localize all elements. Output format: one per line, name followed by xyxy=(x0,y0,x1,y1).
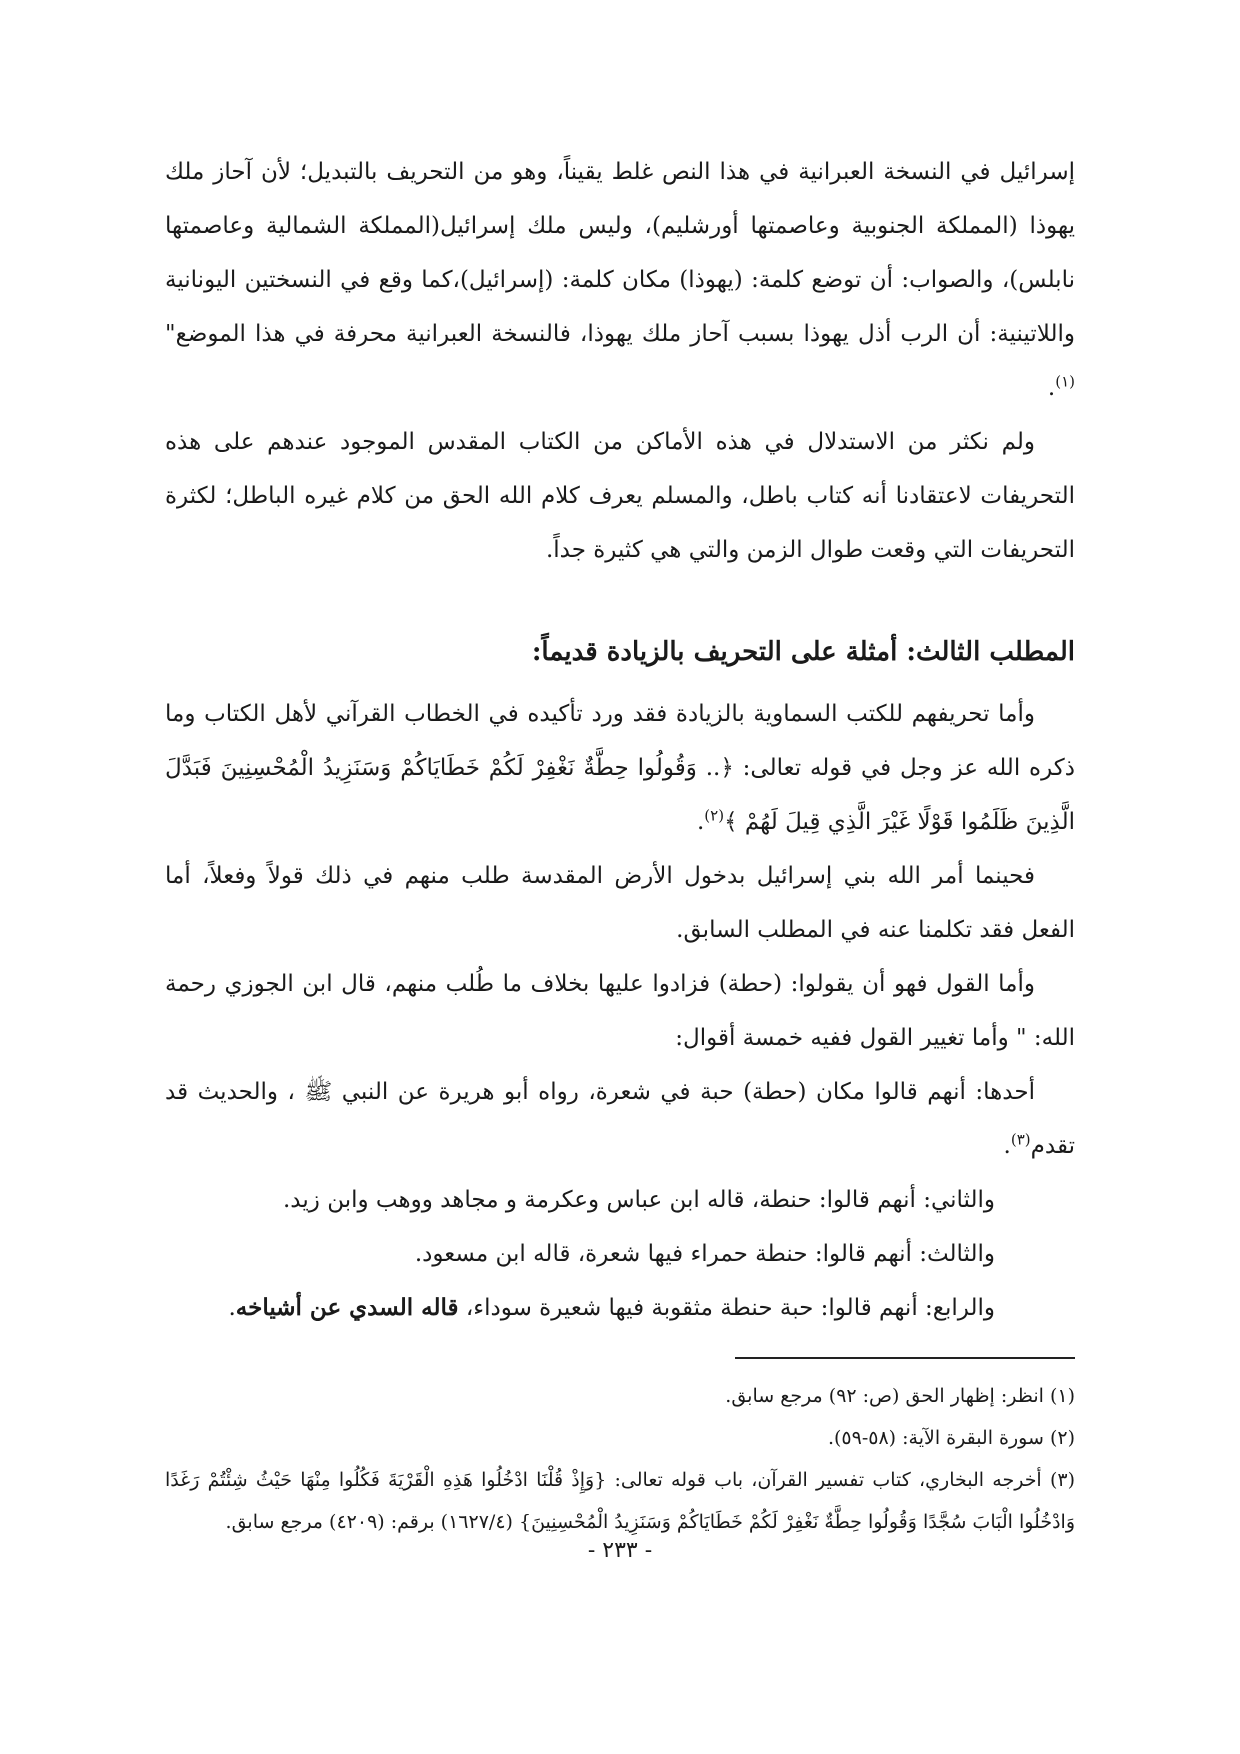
paragraph-saying-one xyxy=(165,1065,1075,1173)
footnote-number: (٣) xyxy=(1049,1469,1075,1491)
paragraph-saying-two: والثاني: أنهم قالوا: حنطة، قاله ابن عباس وعكرمة و مجاهد ووهب وابن زيد. xyxy=(283,1187,995,1213)
punctuation: . xyxy=(228,1295,236,1321)
paragraph: فحينما أمر الله بني إسرائيل بدخول الأرض المقدسة طلب منهم في ذلك قولاً وفعلاً، أما الفعل فقد تكلمنا عنه في المطلب السابق. xyxy=(165,863,1075,943)
paragraph-text: إسرائيل في النسخة العبرانية في هذا النص غلط يقيناً، وهو من التحريف بالتبديل؛ لأن آحاز ملك يهوذا (المملكة الجنوبية وعاصمتها أورشليم)، وليس ملك إسرائيل(المملكة الشمالية وعاصمتها نابلس)، والصواب: أن توضع كلمة: (يهوذا) مكان كلمة: (إسرائيل)،كما وقع في النسختين اليونانية واللاتينية: أن الرب أذل يهوذا بسبب آحاز ملك يهوذا، فالنسخة العبرانية محرفة في هذا الموضع" xyxy=(165,159,1075,347)
footnote-text: انظر: إظهار الحق (ص: ٩٢) مرجع سابق. xyxy=(725,1385,1050,1407)
paragraph-text: أحدها: أنهم قالوا مكان (حطة) حبة في شعرة، رواه أبو هريرة عن النبي ﷺ ، والحديث قد تقدم xyxy=(165,1079,1075,1159)
footnote-number: (٢) xyxy=(1049,1427,1075,1449)
section-heading: المطلب الثالث: أمثلة على التحريف بالزيادة قديماً: xyxy=(531,637,1075,667)
paragraph: ولم نكثر من الاستدلال في هذه الأماكن من الكتاب المقدس الموجود عندهم على هذه التحريفات لاعتقادنا أنه كتاب باطل، والمسلم يعرف كلام الله الحق من كلام غيره الباطل؛ لكثرة التحريفات التي وقعت طوال الزمن والتي هي كثيرة جداً. xyxy=(165,429,1075,563)
bold-attribution: قاله السدي عن أشياخه xyxy=(235,1294,459,1321)
paragraph-text: والرابع: أنهم قالوا: حبة حنطة مثقوبة فيها شعيرة سوداء، xyxy=(458,1295,995,1321)
footnote-ref[interactable]: (٣) xyxy=(1010,1130,1031,1149)
punctuation: . xyxy=(1003,1133,1011,1159)
paragraph-saying-four xyxy=(165,1281,1075,1335)
footnotes xyxy=(165,1375,1075,1543)
paragraph-quran-citation xyxy=(165,687,1075,849)
footnote-ref[interactable]: (١) xyxy=(1055,372,1075,391)
paragraph: وأما القول فهو أن يقولوا: (حطة) فزادوا عليها بخلاف ما طُلب منهم، قال ابن الجوزي رحمة الله: " وأما تغيير القول ففيه خمسة أقوال: xyxy=(165,971,1075,1051)
main-text xyxy=(165,145,1075,1335)
footnote-2 xyxy=(165,1417,1075,1459)
quran-verse: ﴿.. وَقُولُوا حِطَّةٌ نَغْفِرْ لَكُمْ خَطَايَاكُمْ وَسَنَزِيدُ الْمُحْسِنِينَ فَبَدَّلَ الَّذِينَ ظَلَمُوا قَوْلًا غَيْرَ الَّذِي قِيلَ لَهُمْ ﴾ xyxy=(165,755,1075,835)
footnote-text: سورة البقرة الآية: (٥٨-٥٩). xyxy=(827,1427,1050,1449)
paragraph-continuation: إسرائيل في النسخة العبرانية في هذا النص غلط يقيناً، وهو من التحريف بالتبديل؛ لأن آحاز ملك يهوذا (المملكة الجنوبية وعاصمتها أورشليم)، وليس ملك إسرائيل(المملكة الشمالية وعاصمتها نابلس)، والصواب: أن توضع كلمة: (يهوذا) مكان كلمة: (إسرائيل)،كما وقع في النسختين اليونانية واللاتينية: أن الرب أذل يهوذا بسبب آحاز ملك يهوذا، فالنسخة العبرانية محرفة في هذا الموضع"$^{(١)}$. xyxy=(165,159,1075,401)
footnote-1 xyxy=(165,1375,1075,1417)
punctuation: . xyxy=(696,809,705,835)
footnote-text: أخرجه البخاري، كتاب تفسير القرآن، باب قوله تعالى: {وَإِذْ قُلْنَا ادْخُلُوا هَذِهِ الْقَرْيَةَ فَكُلُوا مِنْهَا حَيْثُ شِئْتُمْ رَغَدًا وَادْخُلُوا الْبَابَ سُجَّدًا وَقُولُوا حِطَّةٌ نَغْفِرْ لَكُمْ خَطَايَاكُمْ وَسَنَزِيدُ الْمُحْسِنِينَ} (١٦٢٧/٤) برقم: (٤٢٠٩) مرجع سابق. xyxy=(165,1469,1075,1533)
footnote-ref[interactable]: (٢) xyxy=(704,806,725,825)
page-number: - ٢٣٣ - xyxy=(587,1538,653,1563)
paragraph-saying-three: والثالث: أنهم قالوا: حنطة حمراء فيها شعرة، قاله ابن مسعود. xyxy=(414,1241,995,1267)
footnote-3 xyxy=(165,1459,1075,1543)
footnote-number: (١) xyxy=(1049,1385,1075,1407)
footnote-divider xyxy=(735,1357,1075,1359)
paragraph-text: وأما تحريفهم للكتب السماوية بالزيادة فقد ورد تأكيده في الخطاب القرآني لأهل الكتاب وما ذكره الله عز وجل في قوله تعالى: xyxy=(165,701,1075,781)
